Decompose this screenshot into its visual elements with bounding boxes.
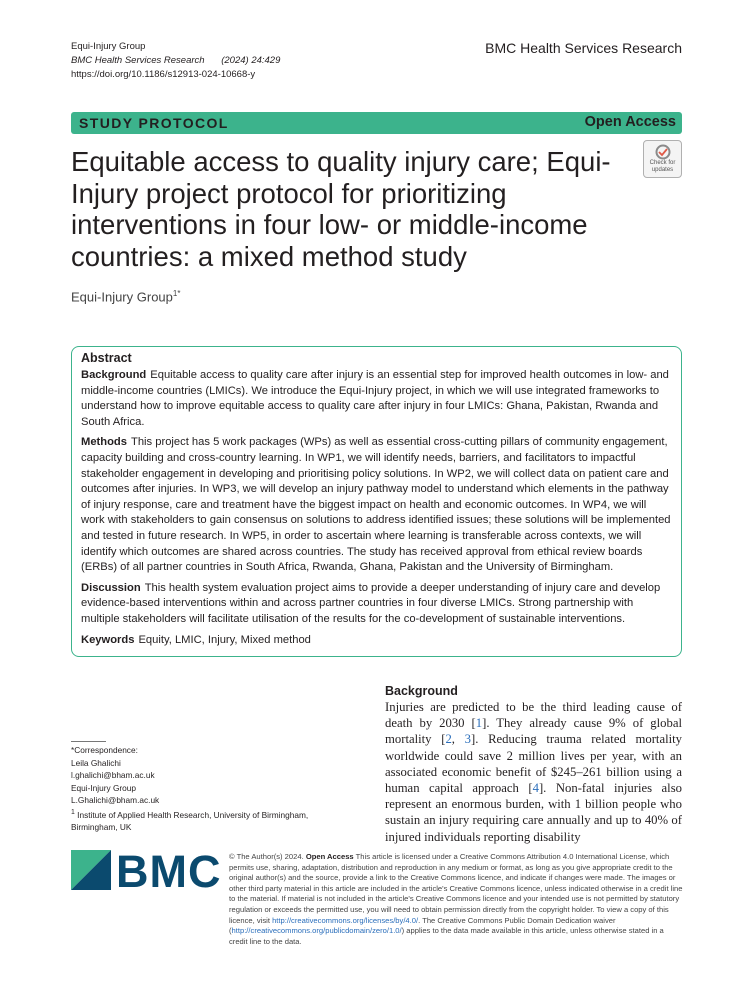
correspondence-group: Equi-Injury Group xyxy=(71,782,137,793)
methods-text: This project has 5 work packages (WPs) as well as essential cross-cutting pillars of community engagement, capacity building and cross-country learning. In WP1, we will identify needs, barriers, and facilitators to impactful stakeholder engagement in developing and prioritising policy solutions. In WP2, we will collect data on patient care and outcomes after injuries. In WP3, we will develop an injury pathway model to understand which elements in the pathway of injury response, care and treatment have the biggest impact on health and economic outcomes. In WP4, we will work with stakeholders to gain consensus on solutions to address identified issues; these solutions will be implemented and tested in future research. In WP5, in order to ascertain where learning is transferable across contexts, we will identify which outcomes are shared across countries. The study has received approval from ethical review boards (ERBs) of all partner countries in South Africa, Rwanda, Ghana, Pakistan and the University of Birmingham. xyxy=(81,436,671,574)
citation-volume: (2024) 24:429 xyxy=(221,55,281,66)
body-text: ]. Non-fatal injuries also represent an enormous burden, with 1 billion people who sustain an injury requiring care annually and up to 40% of injured individuals reporting disability xyxy=(385,781,682,844)
correspondence-block xyxy=(71,741,341,833)
article-title: Equitable access to quality injury care; Equi-Injury project protocol for prioritizing interventions in four low- or middle-income countries: a mixed method study xyxy=(71,146,611,272)
license-text: ) applies to the data made available in this article, unless otherwise stated in a credit line to the data. xyxy=(229,926,664,946)
abstract-methods xyxy=(81,435,672,575)
correspondence-email-1[interactable]: l.ghalichi@bham.ac.uk xyxy=(71,770,155,780)
affiliation-number: 1 xyxy=(71,808,75,816)
bmc-logo-icon xyxy=(71,850,111,890)
license-notice xyxy=(229,852,684,947)
body-column xyxy=(385,684,682,845)
body-paragraph xyxy=(385,699,682,845)
check-updates-icon xyxy=(655,144,671,160)
keywords-label: Keywords xyxy=(81,633,135,646)
doi-link[interactable]: https://doi.org/10.1186/s12913-024-10668-y xyxy=(71,69,256,80)
reference-link[interactable]: 1 xyxy=(475,716,483,731)
journal-name: BMC Health Services Research xyxy=(485,40,682,56)
reference-link[interactable]: 3 xyxy=(464,732,471,747)
correspondence-label: *Correspondence: xyxy=(71,745,138,755)
body-text: Injuries are predicted to be the third leading cause of death by 2030 [ xyxy=(385,700,682,731)
check-for-updates-button[interactable] xyxy=(643,140,682,178)
body-text: ]. Reducing trauma related mortality worldwide could save 2 million lives per year, with an associated economic benefit of $245–261 billion using a human capital approach [ xyxy=(385,732,682,796)
abstract-background xyxy=(81,368,672,430)
body-text: ]. They already cause 9% of global mortality [ xyxy=(385,716,682,747)
license-text: This article is licensed under a Creative Commons Attribution 4.0 International License, which permits use, sharing, adaptation, distribution and reproduction in any medium or format, as long as you give appropriate credit to the original author(s) and the source, provide a link to the Creative Commons licence, and indicate if changes were made. The images or other third party material in this article are included in the article's Creative Commons licence, unless indicated otherwise in a credit line to the material. If material is not included in the article's Creative Commons licence and your intended use is not permitted by statutory regulation or exceeds the permitted use, you will need to obtain permission directly from the copyright holder. To view a copy of this licence, visit xyxy=(229,852,683,925)
correspondence-email-2[interactable]: L.Ghalichi@bham.ac.uk xyxy=(71,795,160,805)
author-name: Equi-Injury Group xyxy=(71,289,173,305)
background-label: Background xyxy=(81,369,147,381)
article-type-banner xyxy=(71,112,682,134)
abstract-heading: Abstract xyxy=(81,351,132,365)
citation-author: Equi-Injury Group xyxy=(71,41,146,52)
citation-journal-line xyxy=(71,54,280,68)
divider xyxy=(71,741,106,742)
methods-label: Methods xyxy=(81,436,127,449)
citation-block xyxy=(71,40,280,82)
open-access-label: Open Access xyxy=(584,114,676,130)
license-link[interactable]: http://creativecommons.org/licenses/by/4.0/ xyxy=(272,915,419,925)
body-text: , xyxy=(451,732,465,747)
background-text: Equitable access to quality care after injury is an essential step for improved health outcomes in low- and middle-income countries (LMICs). We introduce the Equi-Injury project, in which we will use integrated frameworks to understand how to improve equitable access to quality care after injury in four LMICs: Ghana, Pakistan, Rwanda and South Africa. xyxy=(81,369,669,428)
keywords-text: Equity, LMIC, Injury, Mixed method xyxy=(138,633,311,646)
license-text: . The Creative Commons Public Domain Dedication waiver ( xyxy=(229,915,616,936)
updates-label-2: updates xyxy=(651,166,674,173)
abstract-discussion xyxy=(81,581,672,628)
citation-journal: BMC Health Services Research xyxy=(71,55,205,66)
license-open-access: Open Access xyxy=(305,852,354,861)
updates-label-1: Check for xyxy=(649,160,676,166)
author-affiliation-mark: 1* xyxy=(172,289,181,298)
affiliation-text: Institute of Applied Health Research, University of Birmingham, Birmingham, UK xyxy=(71,809,309,832)
discussion-text: This health system evaluation project aims to provide a deeper understanding of injury care and develop evidence-based interventions within and across partner countries in four diverse LMICs. Strong partnership with multiple stakeholders will facilitate utilisation of the results for the co-development of sustainable interventions. xyxy=(81,581,661,625)
public-domain-link[interactable]: http://creativecommons.org/publicdomain/zero/1.0/ xyxy=(231,926,402,936)
author-line xyxy=(71,289,180,304)
reference-link[interactable]: 4 xyxy=(532,781,539,796)
affiliation xyxy=(71,807,341,834)
bmc-logo-text: BMC xyxy=(116,846,222,897)
section-heading-background: Background xyxy=(385,684,458,698)
copyright: © The Author(s) 2024. xyxy=(229,852,304,861)
article-type: STUDY PROTOCOL xyxy=(79,115,229,131)
correspondence-name: Leila Ghalichi xyxy=(71,757,121,768)
abstract-keywords xyxy=(81,633,672,649)
discussion-label: Discussion xyxy=(81,581,141,594)
abstract-box xyxy=(71,346,682,657)
reference-link[interactable]: 2 xyxy=(445,732,452,747)
